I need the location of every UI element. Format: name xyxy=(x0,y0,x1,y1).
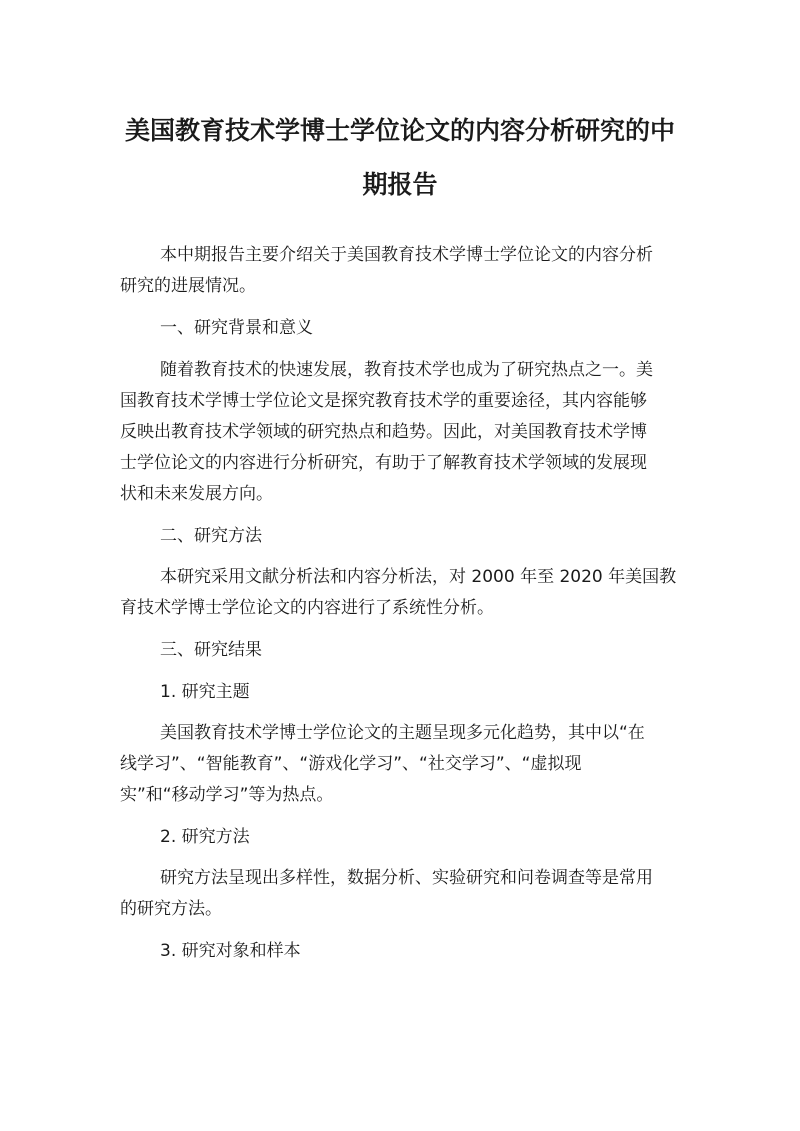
subheading-subjects: 3. 研究对象和样本 xyxy=(160,941,301,961)
section-heading-methods: 二、研究方法 xyxy=(160,526,262,546)
topics-line-2: 线学习”、“智能教育”、“游戏化学习”、“社交学习”、“虚拟现 xyxy=(120,754,582,774)
intro-line-2: 研究的进展情况。 xyxy=(120,276,256,296)
background-line-4: 士学位论文的内容进行分析研究，有助于了解教育技术学领域的发展现 xyxy=(120,453,647,473)
background-line-5: 状和未来发展方向。 xyxy=(120,484,273,504)
background-line-3: 反映出教育技术学领域的研究热点和趋势。因此，对美国教育技术学博 xyxy=(120,422,647,442)
background-line-1: 随着教育技术的快速发展，教育技术学也成为了研究热点之一。美 xyxy=(160,360,653,380)
section-heading-background: 一、研究背景和意义 xyxy=(160,318,313,338)
methods-line-1: 本研究采用文献分析法和内容分析法，对 2000 年至 2020 年美国教 xyxy=(160,567,677,587)
methods-line-2: 育技术学博士学位论文的内容进行了系统性分析。 xyxy=(120,598,494,618)
subheading-topics: 1. 研究主题 xyxy=(160,682,250,702)
document-title-line-2: 期报告 xyxy=(362,170,438,199)
document-title-line-1: 美国教育技术学博士学位论文的内容分析研究的中 xyxy=(124,116,675,145)
methods-result-line-1: 研究方法呈现出多样性，数据分析、实验研究和问卷调查等是常用 xyxy=(160,868,653,888)
topics-line-3: 实”和“移动学习”等为热点。 xyxy=(120,785,334,805)
intro-line-1: 本中期报告主要介绍关于美国教育技术学博士学位论文的内容分析 xyxy=(160,245,653,265)
subheading-methods: 2. 研究方法 xyxy=(160,827,250,847)
section-heading-results: 三、研究结果 xyxy=(160,640,262,660)
background-line-2: 国教育技术学博士学位论文是探究教育技术学的重要途径，其内容能够 xyxy=(120,391,647,411)
methods-result-line-2: 的研究方法。 xyxy=(120,899,222,919)
topics-line-1: 美国教育技术学博士学位论文的主题呈现多元化趋势，其中以“在 xyxy=(160,723,645,743)
